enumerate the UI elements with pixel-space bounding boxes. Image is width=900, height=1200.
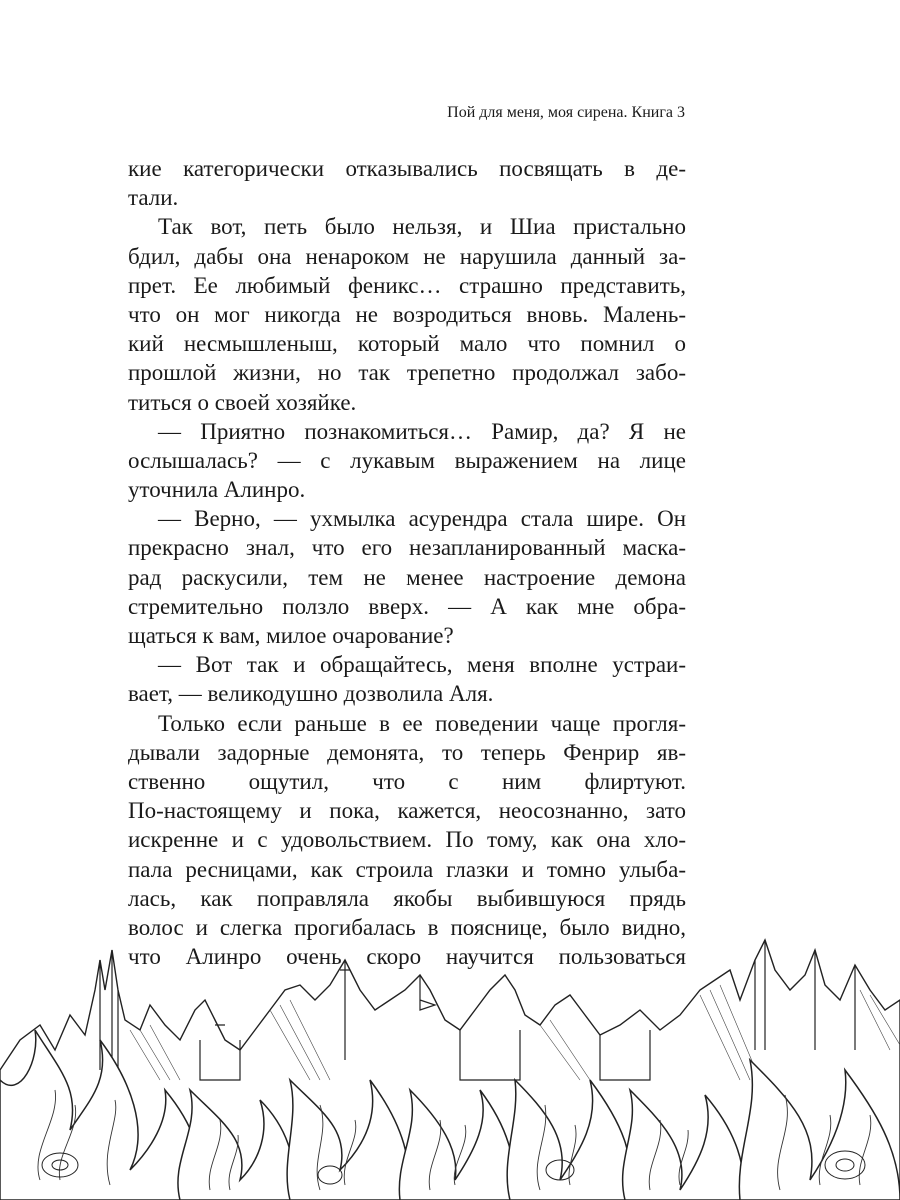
body-text [128, 154, 686, 971]
text-line: искренне и с удовольствием. По тому, как она хло- [128, 827, 686, 853]
running-head [0, 104, 685, 122]
running-title: Пой для меня, моя сирена. Книга 3 [447, 104, 685, 121]
text-line: щаться к вам, милое очарование? [128, 623, 454, 648]
text-line: кий несмышленыш, который мало что помнил о [128, 331, 686, 357]
text-line: титься о своей хозяйке. [128, 389, 357, 415]
text-line: что он мог никогда не возродиться вновь. Малень- [128, 301, 686, 327]
text-line: бдил, дабы она ненароком не нарушила данный за- [128, 243, 686, 269]
text-line: пала ресницами, как строила глазки и томно улыба- [128, 856, 686, 882]
text-line: ослышалась? — с лукавым выражением на лице [128, 447, 686, 473]
text-line: ственно ощутил, что с ним флиртуют. [128, 768, 686, 794]
text-line: уточнила Алинро. [128, 477, 306, 503]
city-flames-illustration [0, 930, 900, 1200]
text-line: — Верно, — ухмылка асурендра стала шире. Он [158, 506, 686, 532]
text-line: что Алинро очень скоро научится пользоваться [128, 944, 686, 970]
text-line: дывали задорные демонята, то теперь Фенрир яв- [128, 739, 686, 765]
text-line: вает, — великодушно дозволила Аля. [128, 681, 494, 707]
text-line: тали. [128, 185, 179, 211]
text-line: прет. Ее любимый феникс… страшно представить, [128, 272, 686, 298]
text-line: стремительно ползло вверх. — А как мне обра- [128, 593, 686, 619]
text-line: прошлой жизни, но так трепетно продолжал забо- [128, 360, 686, 386]
text-line: кие категорически отказывались посвящать в де- [128, 156, 686, 181]
text-line: Так вот, петь было нельзя, и Шиа пристально [158, 214, 686, 240]
text-line: По-настоящему и пока, кажется, неосознанно, зато [128, 798, 686, 824]
text-line: Только если раньше в ее поведении чаще прогля- [158, 710, 686, 736]
text-line: прекрасно знал, что его незапланированный маска- [128, 535, 686, 561]
text-line: — Вот так и обращайтесь, меня вполне устраи- [158, 652, 686, 678]
text-line: рад раскусили, тем не менее настроение демона [128, 564, 686, 590]
text-line: волос и слегка прогибалась в пояснице, было видно, [128, 914, 686, 940]
text-line: лась, как поправляла якобы выбившуюся прядь [128, 885, 686, 911]
text-line: — Приятно познакомиться… Рамир, да? Я не [158, 418, 686, 444]
